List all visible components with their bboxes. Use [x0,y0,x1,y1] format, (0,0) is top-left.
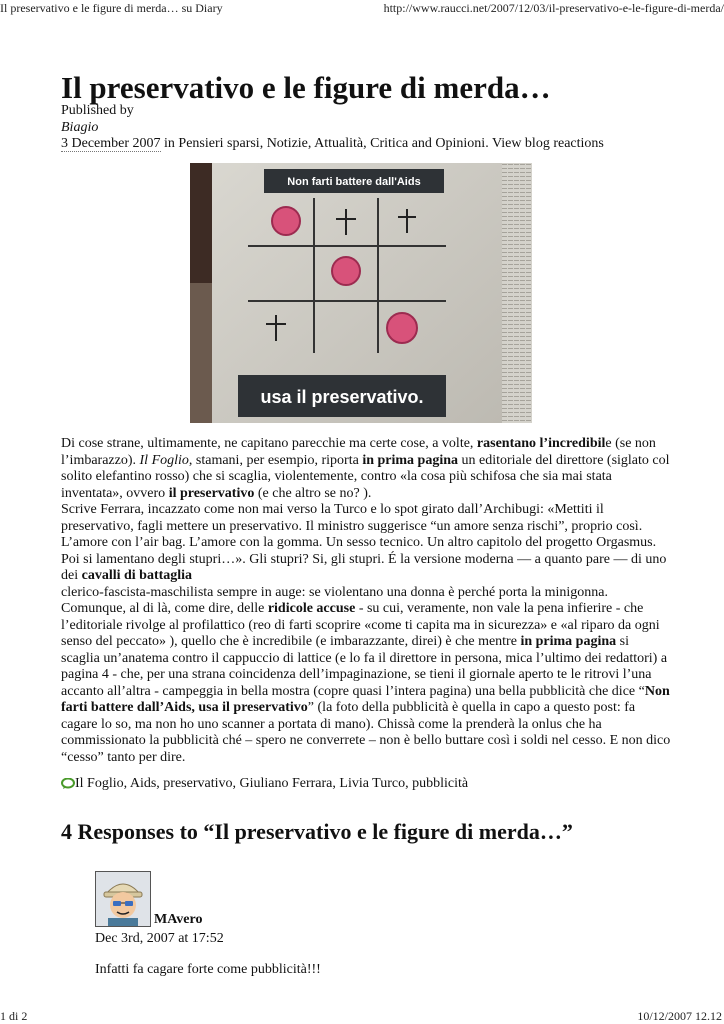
body-text: - su cui, veramente, non vale la pena infierire - che l’editoriale rivolge al profilattico (reo di farti scoprire «come ti capita ma in sicurezza» e «al riparo da ogni senso del peccato» ), quello che è incredibile (e imbarazzante, direi) è che mentre [61,601,660,649]
body-bold: ridicole accuse [267,601,356,616]
body-italic: Il Foglio [139,452,189,468]
comment-date: Dec 3rd, 2007 at 17:52 [95,931,224,946]
body-bold: in prima pagina [362,452,459,468]
meta-separator: . [485,136,492,151]
responses-title: 4 Responses to “Il preservativo e le figure di merda…” [61,819,573,844]
post-tags [61,775,468,792]
view-blog-reactions-link[interactable]: View blog reactions [491,136,604,151]
print-header-url: http://www.raucci.net/2007/12/03/il-preservativo-e-le-figure-di-merda/ [383,1,724,15]
body-text: e (se non l’imbarazzo). [61,436,656,468]
print-header-title: Il preservativo e le figure di merda… su Diary [0,1,223,15]
post-body [61,436,671,766]
comment-text: Infatti fa cagare forte come pubblicità!!! [95,962,321,977]
print-header [0,0,724,16]
body-bold: cavalli di battaglia [81,568,193,583]
print-footer [0,1008,724,1024]
post-date-line [61,136,604,153]
avatar-cartoon-icon [96,872,150,926]
tags-links[interactable]: Il Foglio, Aids, preservativo, Giuliano Ferrara, Livia Turco, pubblicità [75,776,469,791]
body-bold: il preservativo [168,485,255,501]
post-date-link[interactable]: 3 December 2007 [61,136,161,151]
banner-bottom-text: usa il preservativo. [260,387,424,407]
body-bold: Non farti battere dall’Aids, usa il preservativo [61,683,670,715]
post-categories-link[interactable]: Pensieri sparsi, Notizie, Attualità, Critica and Opinioni [178,136,486,151]
body-bold: in prima pagina [520,634,617,649]
print-timestamp: 10/12/2007 12.12 [637,1009,722,1023]
body-text: clerico-fascista-maschilista sempre in auge: se violentano una donna è perché porta la minigonna. Comunque, al di là, come dire, delle [61,584,608,616]
post-meta [61,103,604,153]
published-by-label: Published by [61,103,134,118]
post-title: Il preservativo e le figure di merda… [61,70,551,105]
comment-author[interactable]: MAvero [154,912,203,927]
tag-bubble-icon [61,778,75,790]
post-author[interactable]: Biagio [61,119,99,135]
newspaper-photo [190,163,532,423]
body-text: (e che altro se no? ). [254,485,372,501]
body-text: un editoriale del direttore (siglato col solito elefantino rosso) che si scaglia, violentemente, contro «la cosa più schifosa che sia mai stata inventata», ovvero [61,452,670,501]
body-text: Scrive Ferrara, incazzato come non mai verso la Turco e lo spot girato dall’Archibugi: «Mettiti il preservativo, fagli mettere un preservativo. Il ministro suggerisce “un amore senza rischi”, proprio così. L’amore con l’air bag. L’amore con la gomma. Un sesso tecnico. Un altro capitolo del progetto Orgasmus. Poi si lamentano degli stupri…». Gli stupri? Si, gli stupri. É la versione moderna — a quanto pare — di uno dei [61,502,667,583]
avatar [95,871,151,927]
body-text: Di cose strane, ultimamente, ne capitano parecchie ma certe cose, a volte, [61,436,477,451]
banner-top-text: Non farti battere dall'Aids [287,176,421,188]
body-text: , stamani, per esempio, riporta [188,452,363,468]
print-page-number: 1 di 2 [0,1009,28,1023]
post-image [190,163,532,423]
in-label: in [160,136,179,151]
body-text: si scaglia un’anatema contro il cappuccio di lattice (e lo fa il direttore in persona, mica l’ultimo dei redattori) a pagina 4 - che, per una strana coincidenza dell’impaginazione, se tieni il giornale aperto te le ritrovi l’una accanto all’altra - campeggia in bella mostra (copre quasi l’intera pagina) una bella pubblicità che dice “ [61,634,668,699]
body-bold: rasentano l’incredibil [476,436,606,451]
body-text: ” (la foto della pubblicità è quella in capo a questo post: fa cagare lo so, ma non ho uno scanner a portata di mano). Chissà come la prenderà la onlus che ha commissionato la pubblicità ché – spero ne converrete – non è bello buttare così i soldi nel cesso. E non dico “cesso” tanto per dire. [61,700,671,765]
